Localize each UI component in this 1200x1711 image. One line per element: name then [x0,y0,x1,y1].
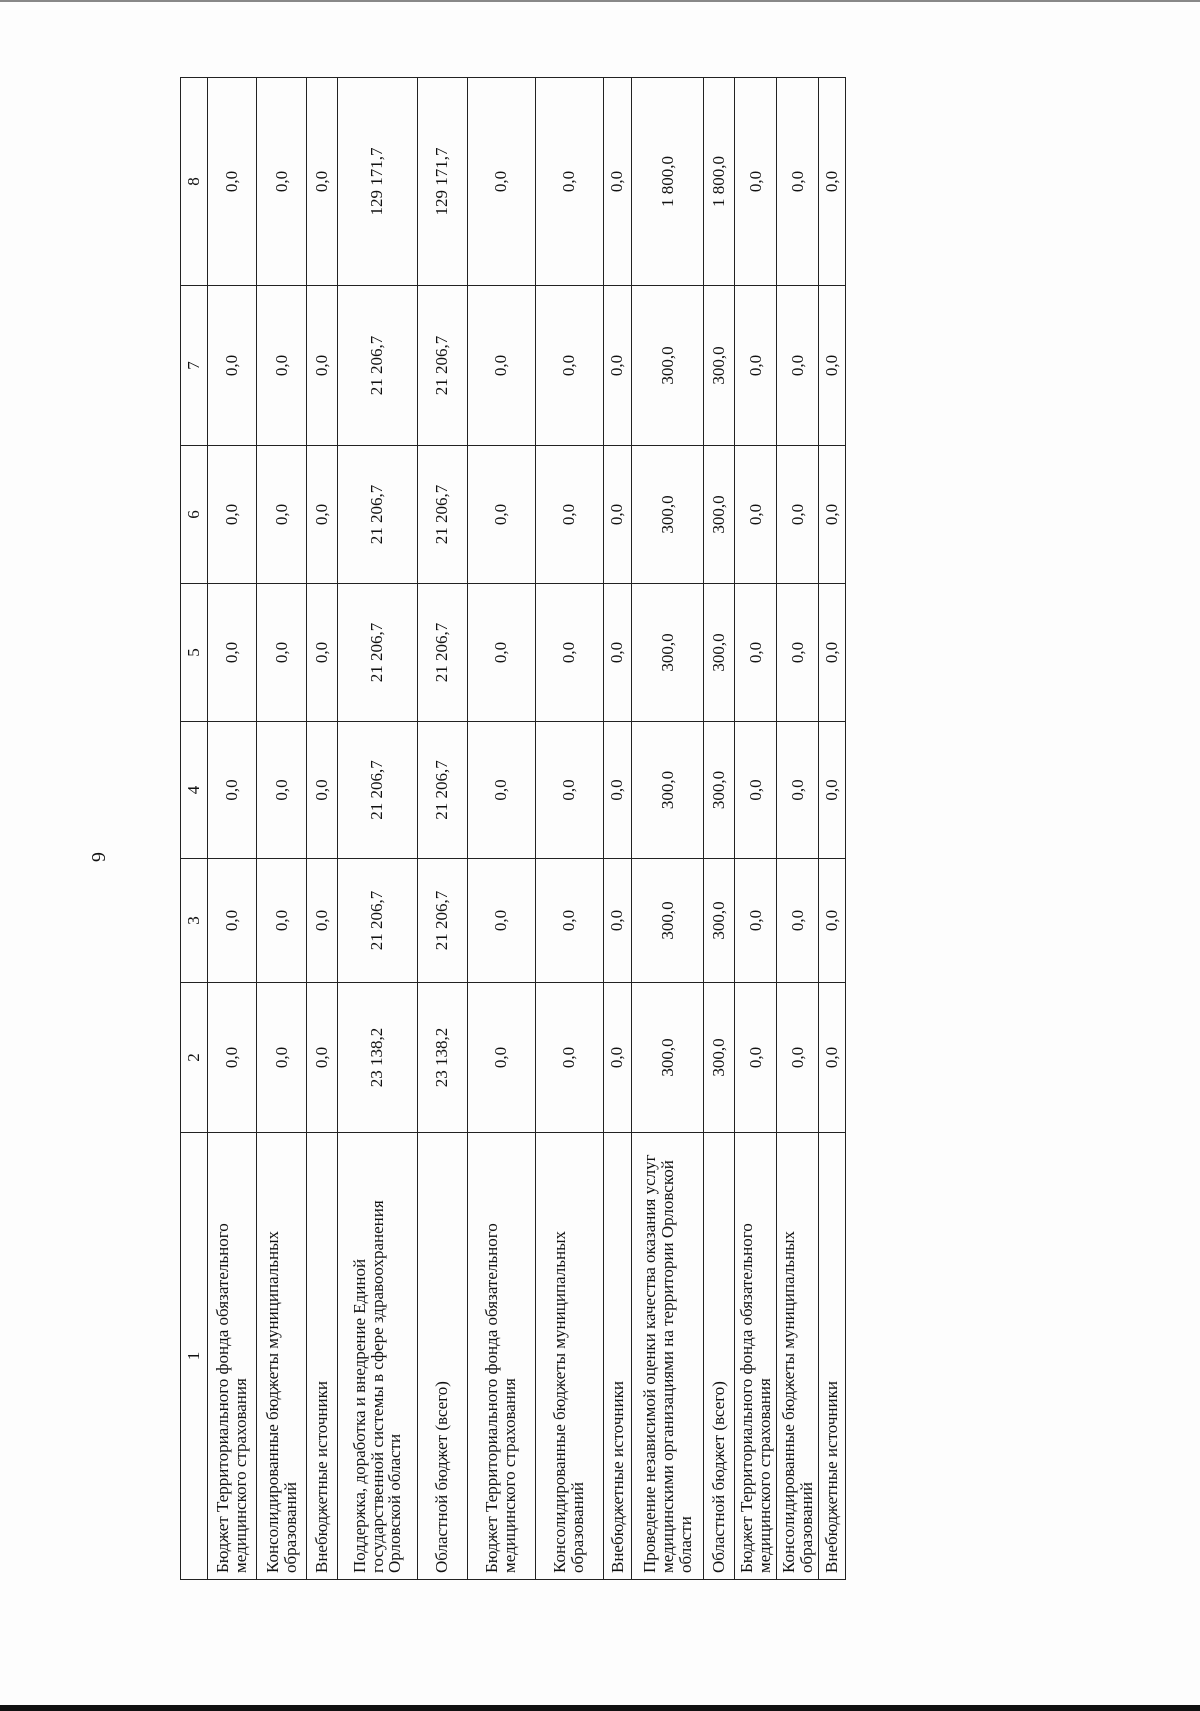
value-cell: 0,0 [777,983,819,1133]
value-cell: 300,0 [704,446,735,584]
value-cell: 0,0 [467,983,535,1133]
table-row [704,78,735,1580]
row-label: Областной бюджет (всего) [704,1133,735,1580]
value-cell: 300,0 [632,584,704,722]
table-row [306,78,337,1580]
value-cell: 0,0 [603,983,632,1133]
value-cell: 0,0 [306,584,337,722]
value-cell: 0,0 [735,859,777,983]
value-cell: 0,0 [777,859,819,983]
value-cell: 21 206,7 [337,286,417,446]
value-cell: 0,0 [735,722,777,859]
value-cell: 21 206,7 [337,584,417,722]
value-cell: 300,0 [704,722,735,859]
page-number: 6 [87,852,109,862]
row-label: Поддержка, доработка и внедрение Единой государственной системы в сфере здравоохранения Орловской области [337,1133,417,1580]
value-cell: 0,0 [535,584,603,722]
value-cell: 0,0 [819,584,846,722]
value-cell: 21 206,7 [337,859,417,983]
row-label: Консолидированные бюджеты муниципальных образований [777,1133,819,1580]
value-cell: 0,0 [467,859,535,983]
value-cell: 0,0 [535,286,603,446]
value-cell: 0,0 [603,286,632,446]
value-cell: 300,0 [704,859,735,983]
value-cell: 0,0 [257,983,306,1133]
value-cell: 0,0 [535,859,603,983]
value-cell: 0,0 [819,446,846,584]
value-cell: 0,0 [257,286,306,446]
table-row [467,78,535,1580]
table-row [208,78,257,1580]
value-cell: 0,0 [467,446,535,584]
value-cell: 0,0 [819,983,846,1133]
column-header: 2 [181,983,208,1133]
scan-top-edge [0,0,1200,2]
value-cell: 0,0 [603,584,632,722]
table-header-row [181,78,208,1580]
row-label: Внебюджетные источники [603,1133,632,1580]
value-cell: 300,0 [632,859,704,983]
column-header: 6 [181,446,208,584]
value-cell: 21 206,7 [418,446,467,584]
value-cell: 21 206,7 [418,584,467,722]
value-cell: 0,0 [257,78,306,286]
column-header: 5 [181,584,208,722]
value-cell: 0,0 [306,286,337,446]
column-header: 4 [181,722,208,859]
table-row [735,78,777,1580]
value-cell: 0,0 [603,78,632,286]
row-label: Областной бюджет (всего) [418,1133,467,1580]
value-cell: 0,0 [535,983,603,1133]
value-cell: 0,0 [467,286,535,446]
value-cell: 0,0 [257,446,306,584]
value-cell: 0,0 [257,859,306,983]
value-cell: 0,0 [777,722,819,859]
value-cell: 129 171,7 [418,78,467,286]
value-cell: 0,0 [306,78,337,286]
value-cell: 0,0 [208,722,257,859]
value-cell: 0,0 [208,584,257,722]
value-cell: 1 800,0 [632,78,704,286]
value-cell: 21 206,7 [337,446,417,584]
value-cell: 0,0 [208,859,257,983]
row-label: Проведение независимой оценки качества оказания услуг медицинскими организациями на территории Орловской области [632,1133,704,1580]
table-row [337,78,417,1580]
value-cell: 0,0 [306,446,337,584]
value-cell: 0,0 [735,286,777,446]
value-cell: 0,0 [819,859,846,983]
value-cell: 0,0 [535,78,603,286]
row-label: Консолидированные бюджеты муниципальных образований [257,1133,306,1580]
value-cell: 0,0 [819,286,846,446]
column-header: 1 [181,1133,208,1580]
value-cell: 21 206,7 [418,722,467,859]
row-label: Бюджет Территориального фонда обязательного медицинского страхования [735,1133,777,1580]
value-cell: 0,0 [306,983,337,1133]
table-row [535,78,603,1580]
value-cell: 0,0 [467,78,535,286]
value-cell: 0,0 [777,78,819,286]
table-row [603,78,632,1580]
budget-table [180,77,846,1580]
table-container [180,78,846,1580]
value-cell: 300,0 [704,584,735,722]
row-label: Бюджет Территориального фонда обязательного медицинского страхования [467,1133,535,1580]
value-cell: 0,0 [777,286,819,446]
value-cell: 0,0 [777,584,819,722]
value-cell: 0,0 [603,722,632,859]
value-cell: 0,0 [603,859,632,983]
table-row [257,78,306,1580]
value-cell: 0,0 [467,722,535,859]
value-cell: 300,0 [704,983,735,1133]
value-cell: 0,0 [306,722,337,859]
value-cell: 0,0 [535,446,603,584]
value-cell: 0,0 [735,584,777,722]
table-body [208,78,846,1580]
value-cell: 300,0 [704,286,735,446]
row-label: Внебюджетные источники [306,1133,337,1580]
table-row [819,78,846,1580]
table-row [777,78,819,1580]
value-cell: 23 138,2 [337,983,417,1133]
value-cell: 0,0 [208,983,257,1133]
value-cell: 0,0 [777,446,819,584]
value-cell: 1 800,0 [704,78,735,286]
value-cell: 21 206,7 [418,286,467,446]
value-cell: 300,0 [632,286,704,446]
value-cell: 0,0 [735,446,777,584]
value-cell: 300,0 [632,722,704,859]
row-label: Бюджет Территориального фонда обязательного медицинского страхования [208,1133,257,1580]
value-cell: 0,0 [819,78,846,286]
value-cell: 0,0 [306,859,337,983]
value-cell: 0,0 [257,722,306,859]
value-cell: 0,0 [208,446,257,584]
column-header: 3 [181,859,208,983]
value-cell: 21 206,7 [418,859,467,983]
value-cell: 0,0 [819,722,846,859]
value-cell: 0,0 [603,446,632,584]
table-row [632,78,704,1580]
column-header: 8 [181,78,208,286]
rotated-table [180,78,846,1580]
table-row [418,78,467,1580]
value-cell: 0,0 [467,584,535,722]
value-cell: 0,0 [535,722,603,859]
value-cell: 300,0 [632,446,704,584]
column-header: 7 [181,286,208,446]
value-cell: 129 171,7 [337,78,417,286]
row-label: Внебюджетные источники [819,1133,846,1580]
value-cell: 0,0 [208,78,257,286]
value-cell: 300,0 [632,983,704,1133]
value-cell: 21 206,7 [337,722,417,859]
value-cell: 0,0 [735,983,777,1133]
scan-bottom-edge [0,1705,1200,1711]
value-cell: 23 138,2 [418,983,467,1133]
value-cell: 0,0 [257,584,306,722]
value-cell: 0,0 [735,78,777,286]
value-cell: 0,0 [208,286,257,446]
row-label: Консолидированные бюджеты муниципальных образований [535,1133,603,1580]
